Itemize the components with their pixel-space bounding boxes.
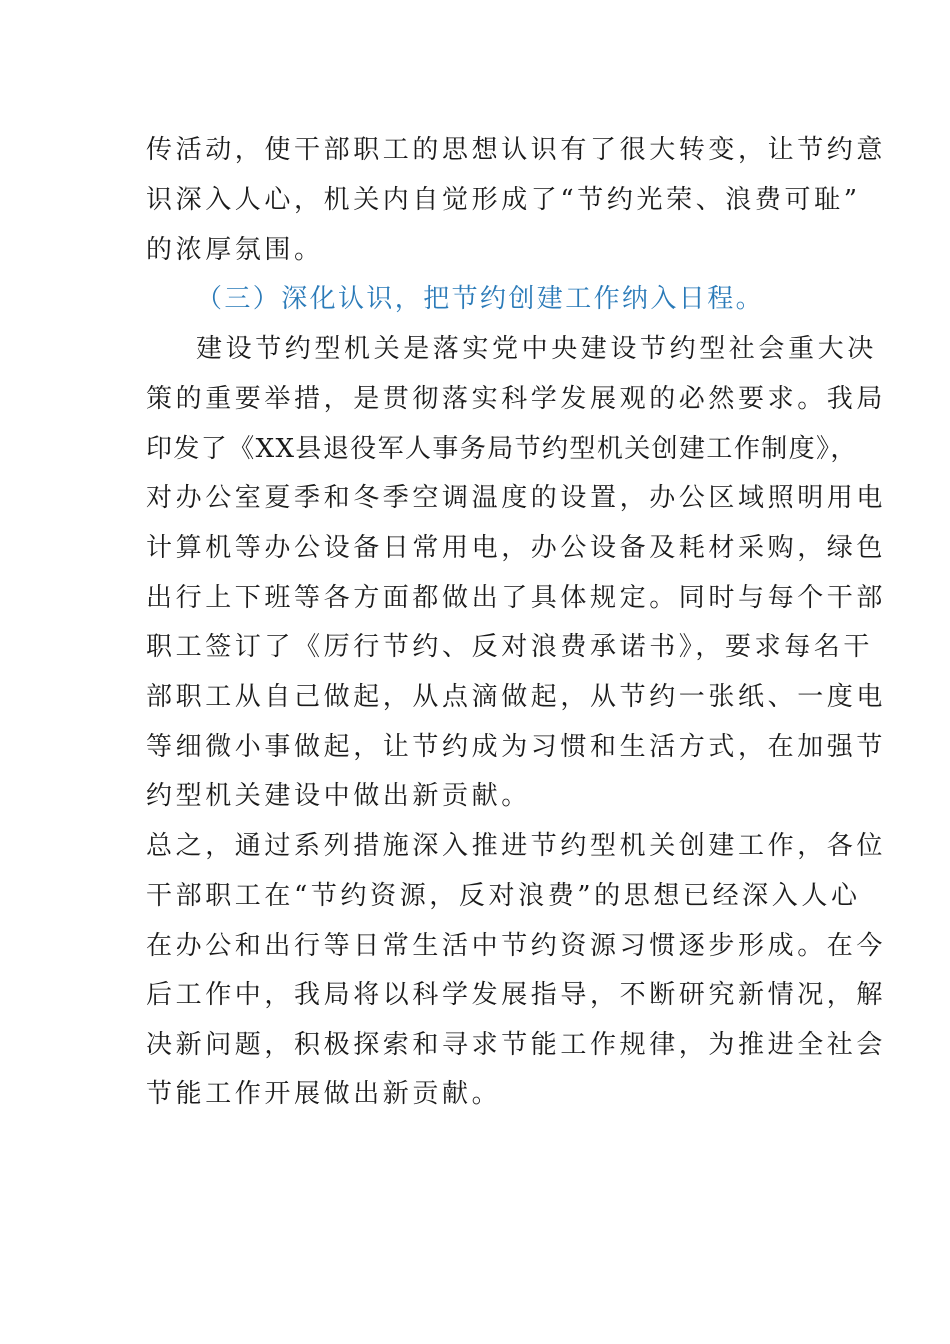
paragraph-line: 后工作中，我局将以科学发展指导，不断研究新情况，解: [146, 980, 887, 1010]
paragraph-line: 策的重要举措，是贯彻落实科学发展观的必然要求。我局: [146, 384, 887, 414]
paragraph-line: 建设节约型机关是落实党中央建设节约型社会重大决: [196, 334, 877, 364]
paragraph-line: 传活动，使干部职工的思想认识有了很大转变，让节约意: [146, 135, 887, 165]
paragraph-line: 的浓厚氛围。: [146, 235, 324, 265]
paragraph-line: 计算机等办公设备日常用电，办公设备及耗材采购，绿色: [146, 533, 887, 563]
paragraph-line: 总之，通过系列措施深入推进节约型机关创建工作，各位: [146, 831, 887, 861]
paragraph-line: 部职工从自己做起，从点滴做起，从节约一张纸、一度电: [146, 682, 887, 712]
section-heading: （三）深化认识，把节约创建工作纳入日程。: [196, 284, 765, 314]
paragraph-line: 识深入人心，机关内自觉形成了“节约光荣、浪费可耻”: [146, 185, 861, 215]
paragraph-line: 决新问题，积极探索和寻求节能工作规律，为推进全社会: [146, 1030, 887, 1060]
paragraph-line: 干部职工在“节约资源，反对浪费”的思想已经深入人心: [146, 881, 861, 911]
paragraph-line: 节能工作开展做出新贡献。: [146, 1079, 502, 1109]
paragraph-line: 等细微小事做起，让节约成为习惯和生活方式，在加强节: [146, 732, 887, 762]
paragraph-line: 在办公和出行等日常生活中节约资源习惯逐步形成。在今: [146, 931, 887, 961]
paragraph-line: 职工签订了《厉行节约、反对浪费承诺书》，要求每名干: [146, 632, 874, 662]
paragraph-line: 出行上下班等各方面都做出了具体规定。同时与每个干部: [146, 583, 887, 613]
paragraph-line: 对办公室夏季和冬季空调温度的设置，办公区域照明用电: [146, 483, 887, 513]
paragraph-line: 印发了《XX县退役军人事务局节约型机关创建工作制度》，: [146, 434, 858, 464]
paragraph-line: 约型机关建设中做出新贡献。: [146, 781, 531, 811]
